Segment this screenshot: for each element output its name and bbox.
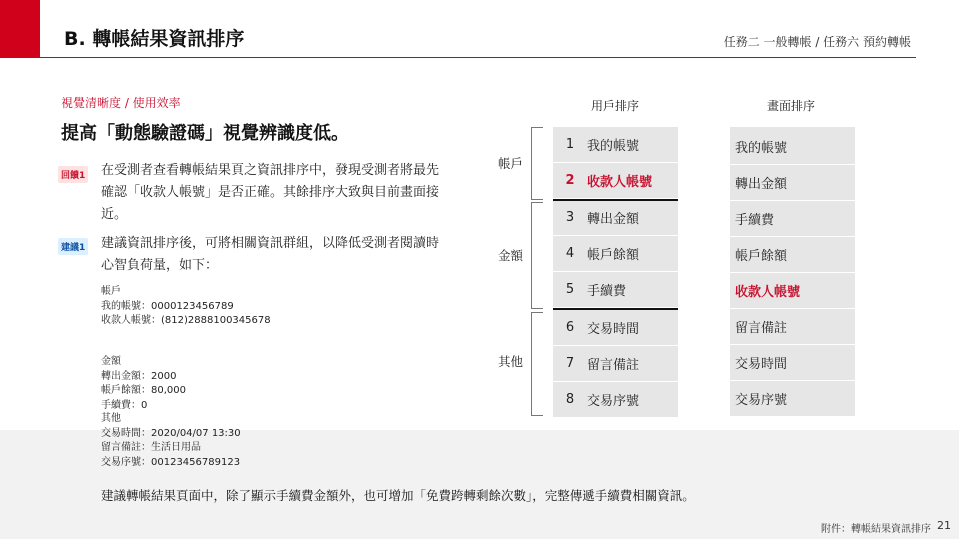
detail-group-other bbox=[101, 412, 241, 470]
user-order-row bbox=[553, 127, 678, 163]
group-bracket-amount bbox=[531, 202, 543, 309]
bottom-note: 建議轉帳結果頁面中，除了顯示手續費金額外，也可增加「免費跨轉剩餘次數」，完整傳遞手續費相關資訊。 bbox=[101, 488, 695, 503]
row-number: 1 bbox=[565, 137, 575, 152]
detail-group-title: 金額 bbox=[101, 356, 121, 367]
row-label: 帳戶餘額 bbox=[587, 248, 640, 263]
screen-order-list bbox=[730, 127, 855, 417]
user-order-row bbox=[553, 236, 678, 272]
user-order-title: 用戶排序 bbox=[591, 99, 640, 113]
detail-line: 收款人帳號：(812)2888100345678 bbox=[101, 315, 271, 326]
header-divider bbox=[40, 57, 916, 58]
screen-order-row: 留言備註 bbox=[730, 309, 855, 345]
headline: 提高「動態驗證碼」視覺辨識度低。 bbox=[61, 123, 349, 144]
screen-order-row: 轉出金額 bbox=[730, 165, 855, 201]
row-number: 5 bbox=[565, 282, 575, 297]
row-label: 留言備註 bbox=[587, 358, 640, 373]
row-label: 我的帳號 bbox=[587, 139, 640, 154]
row-label: 手續費 bbox=[587, 284, 627, 299]
row-label: 轉出金額 bbox=[587, 212, 640, 227]
group-divider bbox=[553, 199, 678, 201]
page-title: B. 轉帳結果資訊排序 bbox=[64, 28, 245, 50]
suggestion-text: 建議資訊排序後，可將相關資訊群組，以降低受測者閱讀時心智負荷量，如下： bbox=[101, 236, 440, 273]
row-number: 8 bbox=[565, 392, 575, 407]
user-order-row bbox=[553, 310, 678, 346]
row-number: 6 bbox=[565, 320, 575, 335]
row-number: 4 bbox=[565, 246, 575, 261]
detail-line: 手續費：0 bbox=[101, 399, 148, 411]
detail-line: 帳戶餘額：80,000 bbox=[101, 385, 186, 396]
group-bracket-other bbox=[531, 312, 543, 416]
detail-group-title: 帳戶 bbox=[101, 286, 121, 297]
group-label-account: 帳戶 bbox=[498, 156, 524, 171]
screen-order-row: 帳戶餘額 bbox=[730, 237, 855, 273]
user-order-list bbox=[553, 127, 678, 418]
user-order-row bbox=[553, 382, 678, 418]
screen-order-row-highlighted: 收款人帳號 bbox=[730, 273, 855, 309]
detail-line: 交易時間：2020/04/07 13:30 bbox=[101, 427, 241, 439]
detail-line: 交易序號：00123456789123 bbox=[101, 456, 241, 468]
detail-line: 我的帳號：0000123456789 bbox=[101, 300, 234, 312]
user-order-row bbox=[553, 272, 678, 308]
screen-order-row: 我的帳號 bbox=[730, 129, 855, 165]
group-bracket-account bbox=[531, 127, 543, 200]
row-number: 2 bbox=[565, 173, 575, 188]
footer-text: 附件：轉帳結果資訊排序 bbox=[821, 524, 931, 535]
page-number: 21 bbox=[937, 519, 951, 532]
row-label: 交易時間 bbox=[587, 322, 640, 337]
breadcrumb: 任務二 一般轉帳 / 任務六 預約轉帳 bbox=[723, 35, 911, 49]
screen-order-title: 畫面排序 bbox=[767, 99, 816, 113]
user-order-row bbox=[553, 200, 678, 236]
feedback-badge: 回饋1 bbox=[58, 166, 88, 183]
group-label-amount: 金額 bbox=[498, 248, 524, 263]
group-divider bbox=[553, 308, 678, 310]
detail-group-amount bbox=[101, 355, 186, 413]
row-label: 交易序號 bbox=[587, 394, 640, 409]
detail-group-title: 其他 bbox=[101, 413, 121, 424]
row-label: 收款人帳號 bbox=[587, 175, 653, 190]
screen-order-row: 交易序號 bbox=[730, 381, 855, 417]
row-number: 3 bbox=[565, 210, 575, 225]
row-number: 7 bbox=[565, 356, 575, 371]
header-accent-bar bbox=[0, 0, 40, 58]
screen-order-row: 手續費 bbox=[730, 201, 855, 237]
group-label-other: 其他 bbox=[498, 354, 524, 369]
detail-group-account bbox=[101, 285, 271, 329]
suggestion-badge: 建議1 bbox=[58, 238, 88, 255]
section-label: 視覺清晰度 / 使用效率 bbox=[61, 96, 181, 110]
user-order-row-highlighted bbox=[553, 163, 678, 199]
feedback-text: 在受測者查看轉帳結果頁之資訊排序中，發現受測者將最先確認「收款人帳號」是否正確。其餘排序大致與目前畫面接近。 bbox=[101, 163, 440, 222]
user-order-row bbox=[553, 346, 678, 382]
screen-order-row: 交易時間 bbox=[730, 345, 855, 381]
detail-line: 留言備註：生活日用品 bbox=[101, 442, 201, 453]
detail-line: 轉出金額：2000 bbox=[101, 370, 177, 382]
